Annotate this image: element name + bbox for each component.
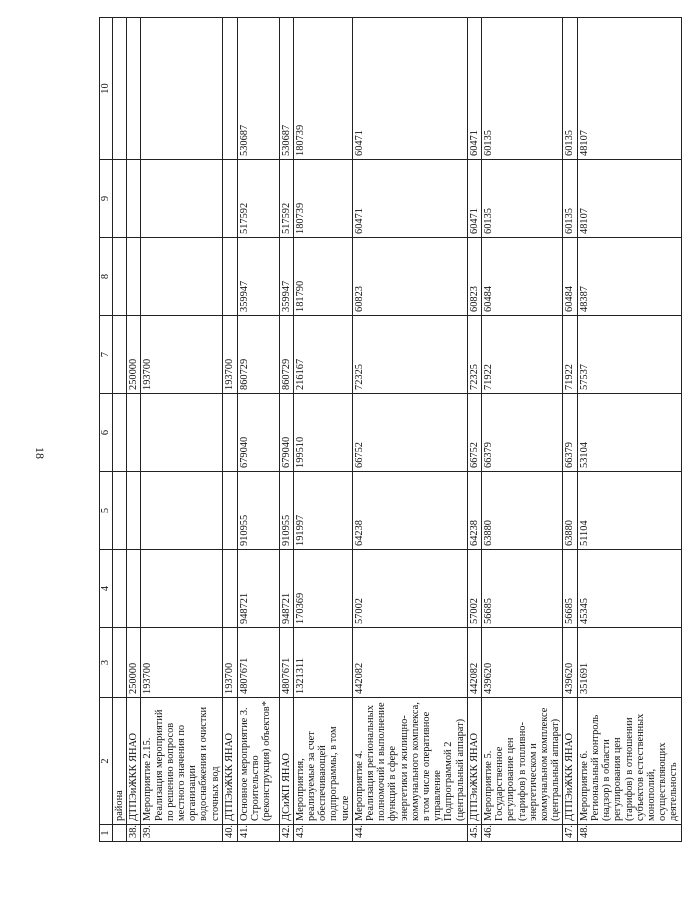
value-cell <box>113 394 127 472</box>
value-cell: 71922 <box>482 316 563 394</box>
value-cell: 250000 <box>127 628 141 698</box>
value-cell: 442082 <box>352 628 467 698</box>
value-cell: 180739 <box>293 160 352 238</box>
value-cell: 948721 <box>279 550 293 628</box>
row-number-cell: 45. <box>467 825 481 842</box>
header-cell: 8 <box>100 238 113 316</box>
value-cell: 180739 <box>293 18 352 160</box>
table-row <box>563 18 577 842</box>
budget-table <box>99 17 682 842</box>
value-cell: 860729 <box>237 316 279 394</box>
value-cell <box>127 18 141 160</box>
value-cell: 63880 <box>563 472 577 550</box>
row-number-cell: 40. <box>223 825 237 842</box>
row-number-cell: 47. <box>563 825 577 842</box>
row-number-cell: 46. <box>482 825 563 842</box>
value-cell: 1321311 <box>293 628 352 698</box>
value-cell: 71922 <box>563 316 577 394</box>
value-cell <box>127 160 141 238</box>
value-cell: 193700 <box>223 316 237 394</box>
value-cell: 57002 <box>467 550 481 628</box>
value-cell: 60135 <box>563 18 577 160</box>
value-cell: 72325 <box>352 316 467 394</box>
value-cell: 60471 <box>467 160 481 238</box>
value-cell: 48107 <box>577 18 681 160</box>
value-cell <box>223 238 237 316</box>
name-cell: Основное мероприятие 3. Строительство (реконструкция) объектов* <box>237 698 279 825</box>
value-cell <box>127 550 141 628</box>
value-cell <box>127 472 141 550</box>
value-cell <box>113 550 127 628</box>
header-cell: 3 <box>100 628 113 698</box>
name-cell: ДТПЭиЖКК ЯНАО <box>223 698 237 825</box>
value-cell: 193700 <box>141 316 223 394</box>
header-cell: 4 <box>100 550 113 628</box>
value-cell <box>113 160 127 238</box>
value-cell <box>223 394 237 472</box>
value-cell: 60471 <box>352 160 467 238</box>
value-cell: 56685 <box>563 550 577 628</box>
value-cell: 60484 <box>563 238 577 316</box>
row-number-cell: 43. <box>293 825 352 842</box>
value-cell <box>141 18 223 160</box>
name-cell: района <box>113 698 127 825</box>
row-number-cell <box>113 825 127 842</box>
table-row <box>482 18 563 842</box>
value-cell: 56685 <box>482 550 563 628</box>
value-cell: 910955 <box>237 472 279 550</box>
value-cell <box>223 472 237 550</box>
table-row <box>141 18 223 842</box>
value-cell: 53104 <box>577 394 681 472</box>
name-cell: Мероприятие 2.15. Реализация мероприятий по решению вопросов местного значения по организации водоснабжения и очистки сточных вод <box>141 698 223 825</box>
value-cell: 60471 <box>467 18 481 160</box>
header-cell: 5 <box>100 472 113 550</box>
value-cell: 66379 <box>563 394 577 472</box>
value-cell: 64238 <box>467 472 481 550</box>
value-cell: 860729 <box>279 316 293 394</box>
page-number: 18 <box>33 447 47 459</box>
row-number-cell: 48. <box>577 825 681 842</box>
value-cell <box>113 18 127 160</box>
value-cell: 57002 <box>352 550 467 628</box>
table-row <box>352 18 467 842</box>
table-row <box>467 18 481 842</box>
header-row <box>100 18 113 842</box>
value-cell: 181790 <box>293 238 352 316</box>
value-cell <box>113 628 127 698</box>
value-cell: 439620 <box>482 628 563 698</box>
name-cell: ДТПЭиЖКК ЯНАО <box>127 698 141 825</box>
value-cell <box>113 238 127 316</box>
value-cell: 60823 <box>467 238 481 316</box>
value-cell: 193700 <box>223 628 237 698</box>
value-cell: 66752 <box>467 394 481 472</box>
value-cell: 359947 <box>279 238 293 316</box>
value-cell: 530687 <box>279 18 293 160</box>
value-cell <box>223 550 237 628</box>
value-cell <box>223 18 237 160</box>
value-cell: 48107 <box>577 160 681 238</box>
value-cell: 948721 <box>237 550 279 628</box>
row-number-cell: 41. <box>237 825 279 842</box>
value-cell: 51104 <box>577 472 681 550</box>
value-cell: 60823 <box>352 238 467 316</box>
value-cell <box>141 394 223 472</box>
row-number-cell: 44. <box>352 825 467 842</box>
table-row <box>279 18 293 842</box>
value-cell: 517592 <box>237 160 279 238</box>
value-cell <box>141 238 223 316</box>
value-cell: 250000 <box>127 316 141 394</box>
value-cell: 45345 <box>577 550 681 628</box>
name-cell: ДТПЭиЖКК ЯНАО <box>563 698 577 825</box>
table-row <box>293 18 352 842</box>
value-cell: 60135 <box>563 160 577 238</box>
value-cell <box>127 394 141 472</box>
value-cell: 60471 <box>352 18 467 160</box>
value-cell: 170369 <box>293 550 352 628</box>
value-cell: 910955 <box>279 472 293 550</box>
value-cell: 60135 <box>482 160 563 238</box>
value-cell: 359947 <box>237 238 279 316</box>
value-cell: 679040 <box>237 394 279 472</box>
value-cell: 530687 <box>237 18 279 160</box>
value-cell: 679040 <box>279 394 293 472</box>
name-cell: Мероприятие 6. Региональный контроль (надзор) в области регулирования цен (тарифов) в отношении субъектов естественных монополий, осуществляющих деятельность <box>577 698 681 825</box>
value-cell: 439620 <box>563 628 577 698</box>
value-cell: 4807671 <box>279 628 293 698</box>
header-cell: 6 <box>100 394 113 472</box>
table-row <box>223 18 237 842</box>
name-cell: Мероприятие 4. Реализация региональных полномочий и выполнение функций в сфере энергетики и жилищно-коммунального комплекса, в том числе оперативное управление Подпрограммой 2 (центральный аппарат) <box>352 698 467 825</box>
value-cell: 191997 <box>293 472 352 550</box>
value-cell <box>223 160 237 238</box>
row-number-cell: 39. <box>141 825 223 842</box>
value-cell: 4807671 <box>237 628 279 698</box>
row-number-cell: 42. <box>279 825 293 842</box>
value-cell: 199510 <box>293 394 352 472</box>
value-cell: 60135 <box>482 18 563 160</box>
value-cell: 57537 <box>577 316 681 394</box>
name-cell: ДТПЭиЖКК ЯНАО <box>467 698 481 825</box>
name-cell: Мероприятие 5. Государственное регулирование цен (тарифов) в топливно-энергетическом и коммунальном комплексе (центральный аппарат) <box>482 698 563 825</box>
value-cell <box>113 472 127 550</box>
value-cell: 216167 <box>293 316 352 394</box>
value-cell: 60484 <box>482 238 563 316</box>
value-cell: 351691 <box>577 628 681 698</box>
header-cell: 1 <box>100 825 113 842</box>
value-cell: 63880 <box>482 472 563 550</box>
row-number-cell: 38. <box>127 825 141 842</box>
table-row <box>577 18 681 842</box>
value-cell: 517592 <box>279 160 293 238</box>
value-cell <box>127 238 141 316</box>
header-cell: 7 <box>100 316 113 394</box>
value-cell <box>141 550 223 628</box>
value-cell: 64238 <box>352 472 467 550</box>
value-cell <box>141 160 223 238</box>
value-cell: 48387 <box>577 238 681 316</box>
value-cell: 66379 <box>482 394 563 472</box>
value-cell <box>113 316 127 394</box>
value-cell <box>141 472 223 550</box>
header-cell: 9 <box>100 160 113 238</box>
name-cell: Мероприятия, реализуемые за счет обеспечивающей подпрограммы, в том числе <box>293 698 352 825</box>
header-cell: 2 <box>100 698 113 825</box>
header-cell: 10 <box>100 18 113 160</box>
rotated-table-container <box>99 17 680 842</box>
name-cell: ДСиЖП ЯНАО <box>279 698 293 825</box>
value-cell: 442082 <box>467 628 481 698</box>
value-cell: 193700 <box>141 628 223 698</box>
table-row <box>237 18 279 842</box>
value-cell: 72325 <box>467 316 481 394</box>
value-cell: 66752 <box>352 394 467 472</box>
table-row <box>113 18 127 842</box>
table-row <box>127 18 141 842</box>
